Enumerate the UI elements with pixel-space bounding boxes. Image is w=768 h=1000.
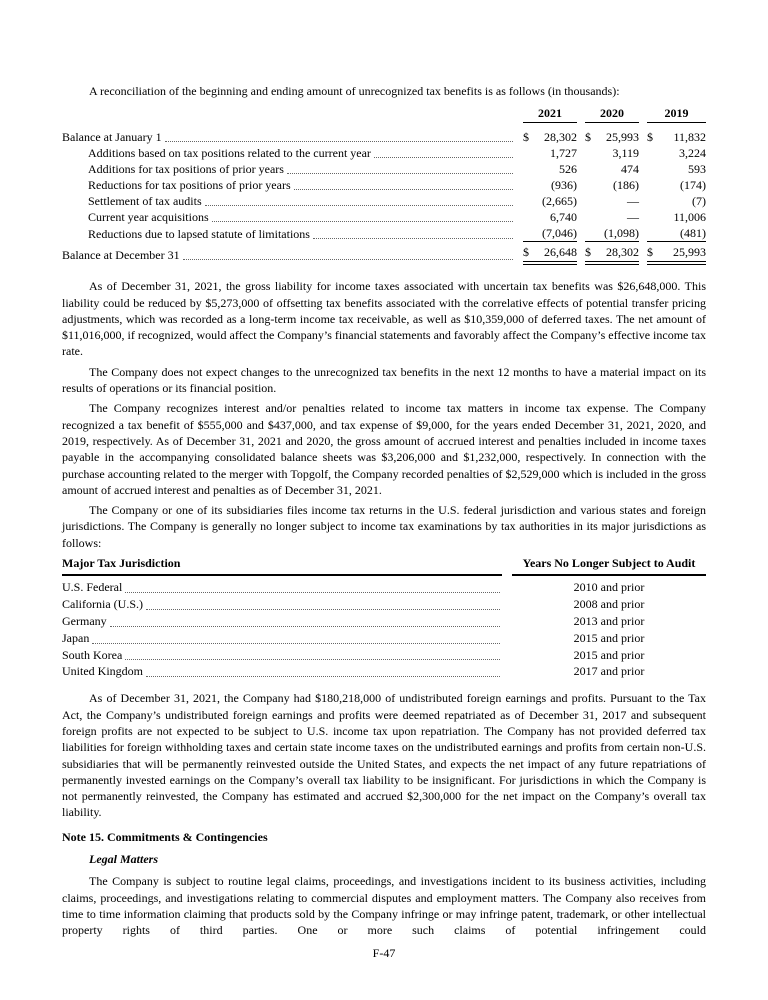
table-row <box>62 630 706 647</box>
paragraph-jurisdictions-intro: The Company or one of its subsidiaries files income tax returns in the U.S. federal jurisdiction and various states and foreign jurisdictions. The Company is generally no longer subject to income tax examinations by tax authorities in its major jurisdictions as follows: <box>62 503 706 550</box>
jurisdiction-label: Japan <box>62 630 90 645</box>
jurisdiction-label: United Kingdom <box>62 664 143 679</box>
table-row <box>62 575 706 596</box>
paragraph-interest-penalties: The Company recognizes interest and/or penalties related to income tax matters in income tax expense. The Company recognized a tax benefit of $555,000 and $437,000, and tax expense of $9,000, for the years ended December 31, 2021, 2020, and 2019, respectively. As of December 31, 2021 and 2020, the gross amount of accrued interest and penalties included in income taxes payable in the accompanying consolidated balance sheets was $3,206,000 and $1,232,000, respectively. In connection with the purchase accounting related to the merger with Topgolf, the Company recorded penalties of $2,529,000 which is included in the gross amount of accrued interest and penalties as of December 31, 2021. <box>62 401 706 497</box>
value-2021: 6,740 <box>550 210 577 225</box>
paragraph-foreign-earnings: As of December 31, 2021, the Company had $180,218,000 of undistributed foreign earnings and profits. Pursuant to the Tax Act, the Company’s undistributed foreign earnings and profits were deemed repatriated as of December 31, 2017 and subsequent foreign profits are not expected to be subject to U.S. income tax upon repatriation. The Company has not provided deferred tax liabilities for foreign withholding taxes and certain state income taxes on the undistributed earnings and profits from certain non-U.S. subsidiaries that will be permanently reinvested outside the United States, and expects the net impact of any future repatriations of permanently invested earnings on the Company’s overall tax liability to be insignificant. For jurisdictions in which the Company is not permanently reinvested, the Company has estimated and accrued $2,300,000 for the net impact on the Company’s overall tax liability. <box>62 691 706 820</box>
intro-paragraph: A reconciliation of the beginning and ending amount of unrecognized tax benefits is as follows (in thousands): <box>89 84 620 98</box>
row-label: Additions for tax positions of prior years <box>88 162 284 177</box>
jurisdiction-table <box>62 555 706 680</box>
years-value: 2015 and prior <box>573 647 645 662</box>
years-value: 2008 and prior <box>573 596 645 611</box>
paragraph-legal-matters: The Company is subject to routine legal claims, proceedings, and investigations incident to its business activities, including claims, proceedings, and investigations relating to commercial disputes and employment matters. The Company also receives from time to time information claiming that products sold by the Company infringe or may infringe patent, trademark, or other intellectual property rights of third parties. One or more such claims of potential infringement could <box>62 874 706 938</box>
value-2019: 3,224 <box>679 146 706 161</box>
row-label: Reductions for tax positions of prior years <box>88 178 291 193</box>
table-row <box>62 596 706 613</box>
row-label: Additions based on tax positions related to the current year <box>88 146 371 161</box>
currency-symbol: $ <box>585 130 591 145</box>
years-value: 2015 and prior <box>573 630 645 645</box>
jurisdiction-header-row <box>62 555 706 575</box>
currency-symbol: $ <box>585 242 599 264</box>
paragraph-gross-liability: As of December 31, 2021, the gross liability for income taxes associated with uncertain tax benefits was $26,648,000. This liability could be reduced by $5,273,000 of offsetting tax benefits associated with the correlative effects of potential transfer pricing adjustments, which was recorded as a long-term income tax receivable, as well as $10,359,000 of deferred taxes. The net amount of $11,016,000, if recognized, would affect the Company’s financial statements and favorably affect the Company’s effective income tax rate. <box>62 279 707 359</box>
table-total-row <box>62 242 706 264</box>
table-row <box>62 647 706 664</box>
dot-leader <box>294 177 513 190</box>
total-2019: 25,993 <box>661 242 706 264</box>
row-label: Balance at January 1 <box>62 130 162 145</box>
row-label: Reductions due to lapsed statute of limitations <box>88 226 310 241</box>
table-row <box>62 177 706 193</box>
table-header-row <box>62 105 706 123</box>
dot-leader <box>110 613 500 627</box>
dot-leader <box>183 247 513 260</box>
currency-symbol: $ <box>523 130 529 145</box>
years-column-header: Years No Longer Subject to Audit <box>512 555 706 575</box>
value-2021: (2,665) <box>542 194 577 209</box>
value-2020: 3,119 <box>612 146 639 161</box>
unrecognized-tax-benefits-table <box>62 105 706 265</box>
column-header-2021: 2021 <box>523 105 577 123</box>
years-value: 2013 and prior <box>573 613 645 628</box>
dot-leader <box>146 663 500 677</box>
years-value: 2010 and prior <box>573 579 645 594</box>
currency-symbol: $ <box>523 242 537 264</box>
value-2021: (936) <box>551 178 577 193</box>
legal-matters-subheading: Legal Matters <box>89 852 158 867</box>
table-row <box>62 123 706 146</box>
dot-leader <box>205 193 513 206</box>
value-2019: 11,006 <box>673 210 706 225</box>
currency-symbol: $ <box>647 242 661 264</box>
dot-leader <box>125 647 500 661</box>
dot-leader <box>212 209 513 222</box>
table-row <box>62 225 706 242</box>
paragraph-no-expected-changes: The Company does not expect changes to the unrecognized tax benefits in the next 12 months to have a material impact on its results of operations or its financial position. <box>62 364 706 396</box>
value-2020: 25,993 <box>606 130 639 145</box>
value-2019: 11,832 <box>673 130 706 145</box>
table-row <box>62 145 706 161</box>
value-2020: — <box>627 194 639 209</box>
page-number: F-47 <box>372 945 396 960</box>
value-2021: 1,727 <box>550 146 577 161</box>
note-15-heading: Note 15. Commitments & Contingencies <box>62 829 268 844</box>
value-2019: 593 <box>688 162 706 177</box>
value-2020: (1,098) <box>604 226 639 241</box>
row-label: Settlement of tax audits <box>88 194 202 209</box>
row-label: Balance at December 31 <box>62 248 180 263</box>
value-2021: 28,302 <box>544 130 577 145</box>
jurisdiction-label: California (U.S.) <box>62 596 143 611</box>
jurisdiction-label: Germany <box>62 613 107 628</box>
value-2020: — <box>627 210 639 225</box>
dot-leader <box>146 596 500 610</box>
table-row <box>62 161 706 177</box>
total-2020: 28,302 <box>599 242 639 264</box>
row-label: Current year acquisitions <box>88 210 209 225</box>
table-row <box>62 613 706 630</box>
column-header-2020: 2020 <box>585 105 639 123</box>
value-2020: (186) <box>613 178 639 193</box>
currency-symbol: $ <box>647 130 653 145</box>
value-2019: (174) <box>680 178 706 193</box>
value-2021: 526 <box>559 162 577 177</box>
value-2019: (481) <box>680 226 706 241</box>
table-row <box>62 209 706 225</box>
column-header-2019: 2019 <box>647 105 706 123</box>
dot-leader <box>92 630 500 644</box>
jurisdiction-label: South Korea <box>62 647 123 662</box>
total-2021: 26,648 <box>537 242 577 264</box>
value-2019: (7) <box>692 194 706 209</box>
years-value: 2017 and prior <box>573 664 645 679</box>
value-2021: (7,046) <box>542 226 577 241</box>
dot-leader <box>125 579 500 593</box>
table-row <box>62 193 706 209</box>
dot-leader <box>313 226 513 239</box>
value-2020: 474 <box>621 162 639 177</box>
dot-leader <box>374 145 513 158</box>
jurisdiction-column-header: Major Tax Jurisdiction <box>62 555 502 575</box>
table-row <box>62 663 706 680</box>
dot-leader <box>287 161 513 174</box>
dot-leader <box>165 129 513 142</box>
jurisdiction-label: U.S. Federal <box>62 579 123 594</box>
